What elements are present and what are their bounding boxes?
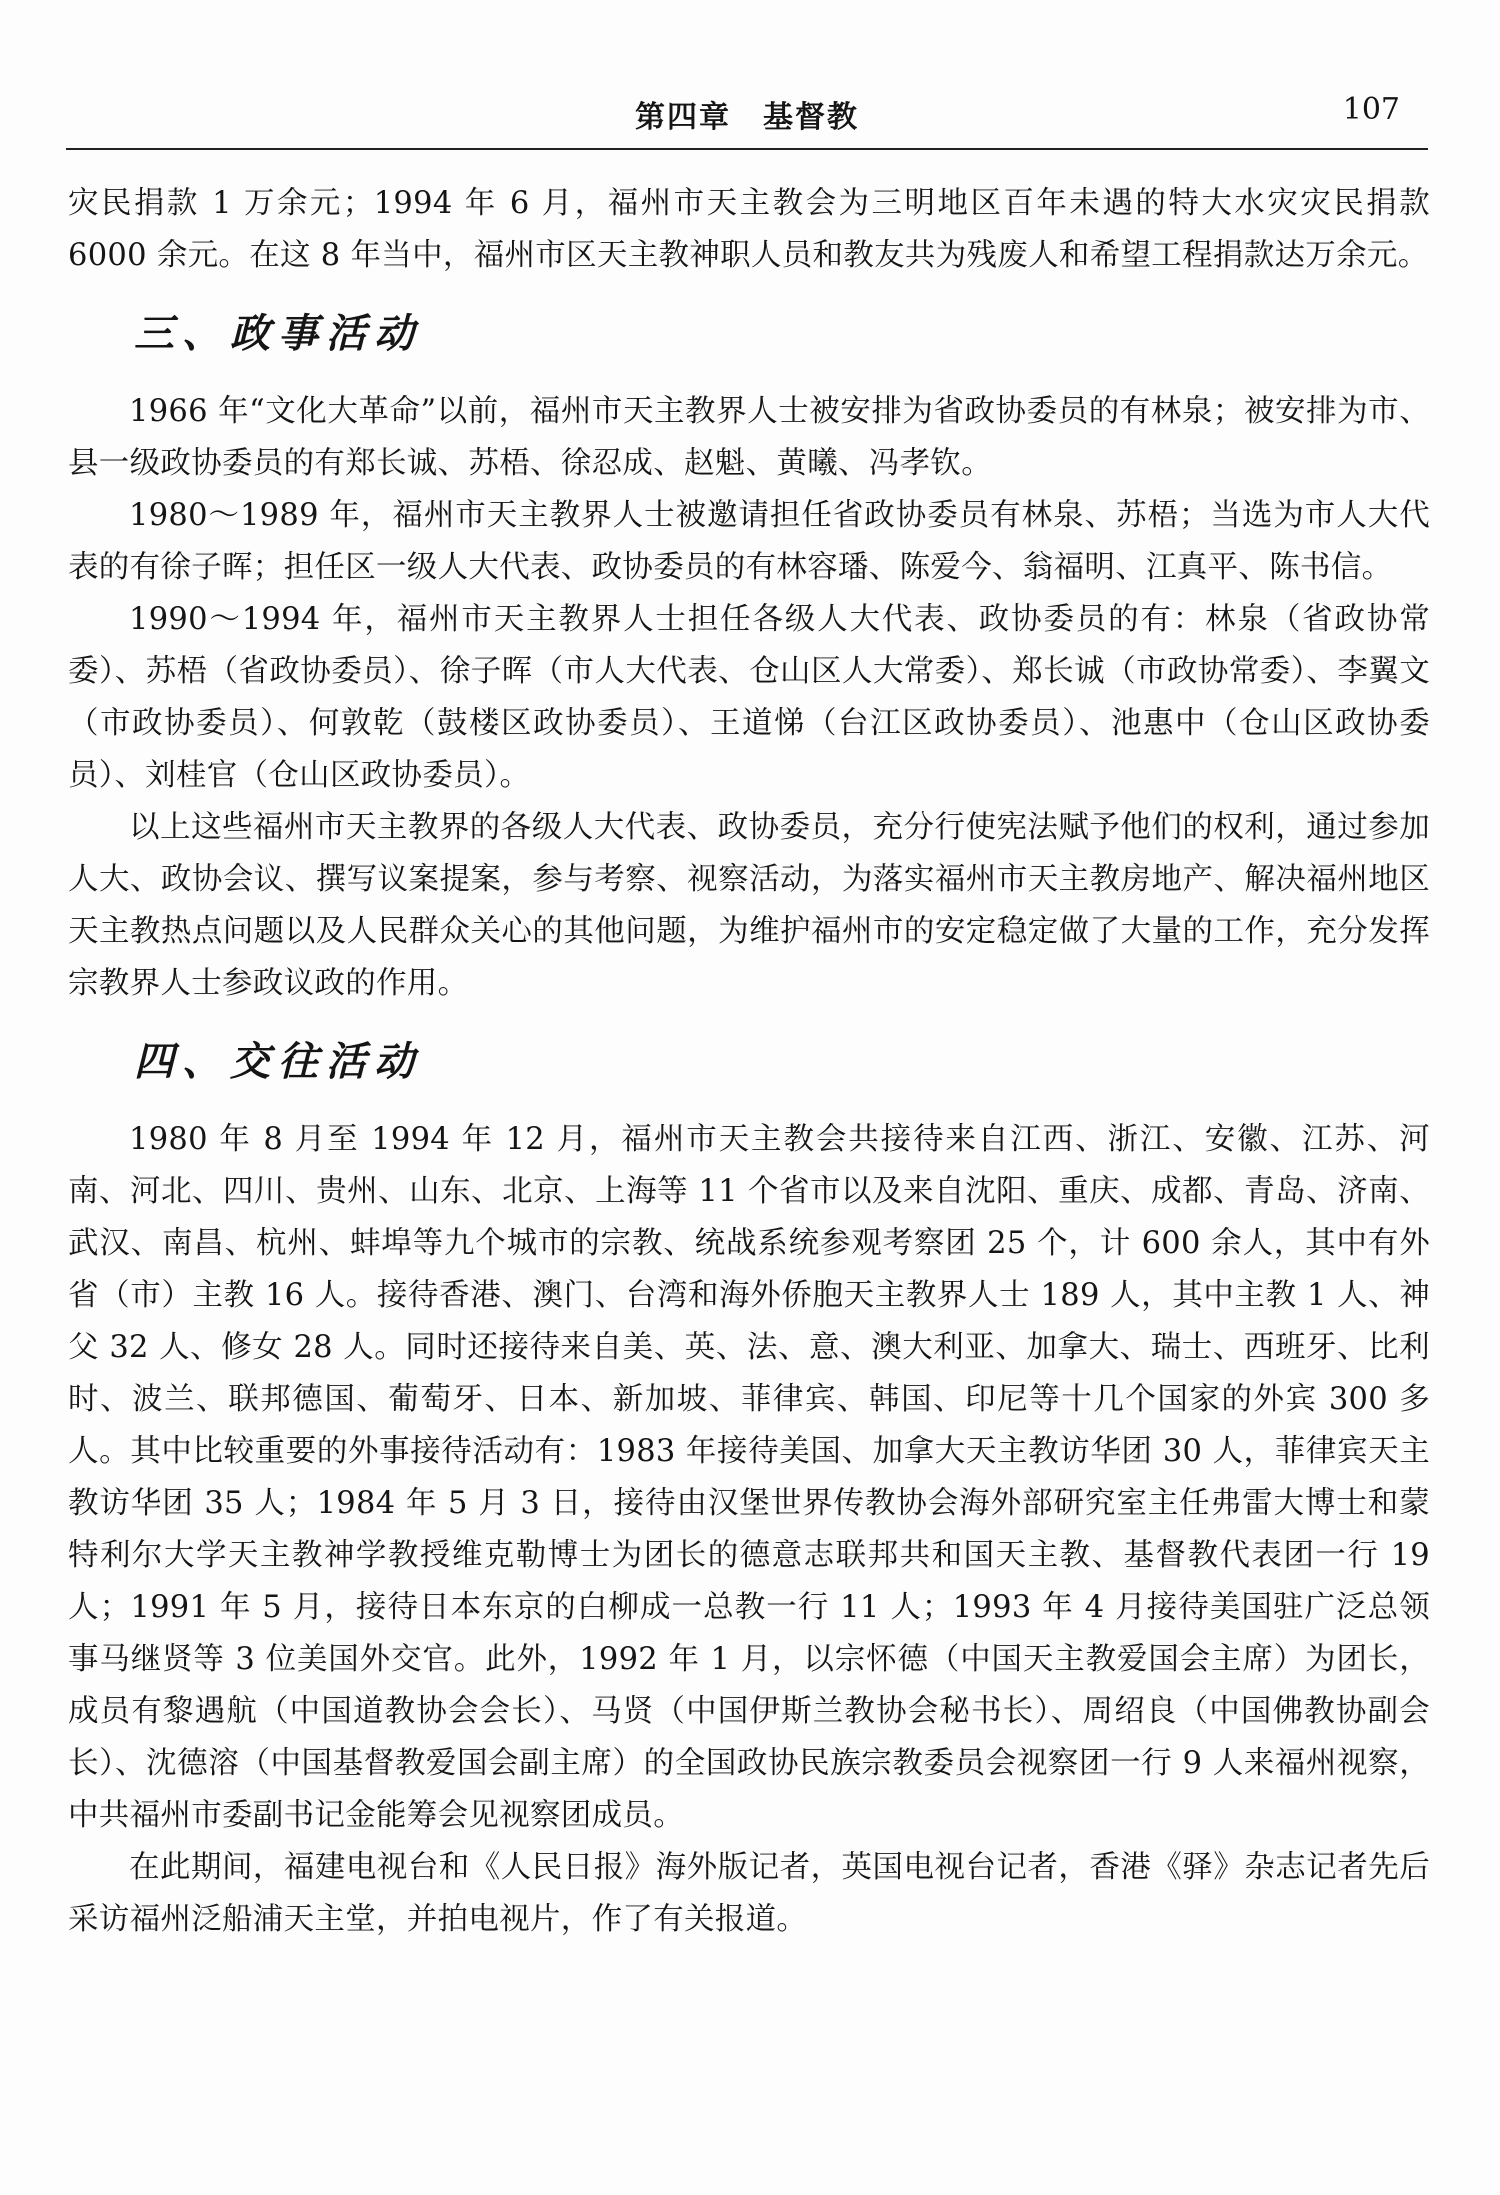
paragraph-reception: 1980 年 8 月至 1994 年 12 月，福州市天主教会共接待来自江西、浙江、安徽、江苏、河南、河北、四川、贵州、山东、北京、上海等 11 个省市以及来自沈阳、重庆、成都、青岛、济南、武汉、南昌、杭州、蚌埠等九个城市的宗教、统战系统参观考察团 25 个，计 600 余人，其中有外省（市）主教 16 人。接待香港、澳门、台湾和海外侨胞天主教界人士 189 人，其中主教 1 人、神父 32 人、修女 28 人。同时还接待来自美、英、法、意、澳大利亚、加拿大、瑞士、西班牙、比利时、波兰、联邦德国、葡萄牙、日本、新加坡、菲律宾、韩国、印尼等十几个国家的外宾 300 多人。其中比较重要的外事接待活动有：1983 年接待美国、加拿大天主教访华团 30 人，菲律宾天主教访华团 35 人；1984 年 5 月 3 日，接待由汉堡世界传教协会海外部研究室主任弗雷大博士和蒙特利尔大学天主教神学教授维克勒博士为团长的德意志联邦共和国天主教、基督教代表团一行 19 人；1991 年 5 月，接待日本东京的白柳成一总教一行 11 人；1993 年 4 月接待美国驻广泛总领事马继贤等 3 位美国外交官。此外，1992 年 1 月，以宗怀德（中国天主教爱国会主席）为团长，成员有黎遇航（中国道教协会会长）、马贤（中国伊斯兰教协会秘书长）、周绍良（中国佛教协副会长）、沈德溶（中国基督教爱国会副主席）的全国政协民族宗教委员会视察团一行 9 人来福州视察，中共福州市委副书记金能筹会见视察团成员。 xyxy=(68,1122,1430,1833)
running-header xyxy=(66,88,1428,150)
paragraph-continuation: 灾民捐款 1 万余元；1994 年 6 月，福州市天主教会为三明地区百年未遇的特大水灾灾民捐款 6000 余元。在这 8 年当中，福州市区天主教神职人员和教友共为残废人和希望工程捐款达万余元。 xyxy=(68,186,1430,273)
chapter-title: 第四章 基督教 xyxy=(635,100,859,135)
page-number: 107 xyxy=(1342,92,1400,127)
paragraph-1980-1989: 1980～1989 年，福州市天主教界人士被邀请担任省政协委员有林泉、苏梧；当选为市人大代表的有徐子晖；担任区一级人大代表、政协委员的有林容璠、陈爱今、翁福明、江真平、陈书信。 xyxy=(68,498,1430,585)
paragraph-1990-1994: 1990～1994 年，福州市天主教界人士担任各级人大代表、政协委员的有：林泉（省政协常委）、苏梧（省政协委员）、徐子晖（市人大代表、仓山区人大常委）、郑长诚（市政协常委）、李翼文（市政协委员）、何敦乾（鼓楼区政协委员）、王道悌（台江区政协委员）、池惠中（仓山区政协委员）、刘桂官（仓山区政协委员）。 xyxy=(68,602,1430,793)
section-heading-exchange-activities: 四、交往活动 xyxy=(134,1039,422,1085)
section-heading-political-activities: 三、政事活动 xyxy=(134,311,422,357)
body-text xyxy=(68,178,1430,1946)
paragraph-summary: 以上这些福州市天主教界的各级人大代表、政协委员，充分行使宪法赋予他们的权利，通过参加人大、政协会议、撰写议案提案，参与考察、视察活动，为落实福州市天主教房地产、解决福州地区天主教热点问题以及人民群众关心的其他问题，为维护福州市的安定稳定做了大量的工作，充分发挥宗教界人士参政议政的作用。 xyxy=(68,810,1430,1001)
paragraph-1966: 1966 年“文化大革命”以前，福州市天主教界人士被安排为省政协委员的有林泉；被安排为市、县一级政协委员的有郑长诚、苏梧、徐忍成、赵魁、黄曦、冯孝钦。 xyxy=(68,394,1430,481)
paragraph-media: 在此期间，福建电视台和《人民日报》海外版记者，英国电视台记者，香港《驿》杂志记者先后采访福州泛船浦天主堂，并拍电视片，作了有关报道。 xyxy=(68,1850,1430,1937)
